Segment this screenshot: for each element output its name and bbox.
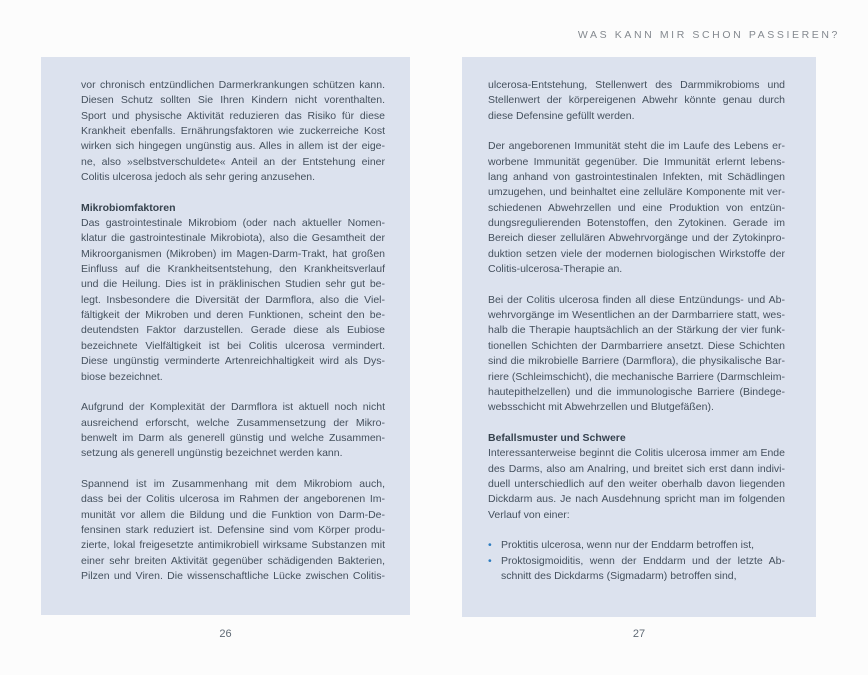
- text-line: riere (Schleimschicht), die mechanische Barriere (Darmschleim-: [488, 370, 785, 383]
- text-line: zierte, lokal freigesetzte antimikrobiell wirksame Substanzen mit: [81, 539, 385, 552]
- paragraph: [488, 293, 785, 416]
- text-line: Pilzen und Viren. Die wissenschaftliche Lücke zwischen Colitis-: [81, 569, 385, 582]
- bullet-icon: •: [488, 539, 492, 552]
- text-line: fältigkeit der Mikroben und deren Funktionen, scheint den be-: [81, 309, 385, 322]
- text-line: hautepithelzellen) und die immunologische Barriere (Bindege-: [488, 385, 785, 398]
- text-line: ne, also »selbstverschuldete« Anteil an der Entstehung einer: [81, 155, 385, 168]
- text-line: Bereich dieser zellulären Abwehrvorgänge und der Zytokinpro-: [488, 232, 785, 245]
- page-27-text-panel: [462, 57, 816, 617]
- text-line: tionellen Schichten der Darmbarriere ansetzt. Diese Schichten: [488, 339, 785, 352]
- section-heading: Befallsmuster und Schwere: [488, 431, 626, 444]
- page-27-content: [488, 78, 785, 584]
- text-line: einer sehr breiten Aktivität gegenüber schädigenden Bakterien,: [81, 554, 385, 567]
- bullet-text: [501, 554, 785, 585]
- paragraph: [488, 78, 785, 124]
- text-line: bezeichnete Vielfältigkeit ist bei Colitis ulcerosa vermindert.: [81, 339, 385, 352]
- paragraph: [81, 400, 385, 461]
- text-line: ausreichend erforscht, welche Zusammensetzung der Mikro-: [81, 416, 385, 429]
- text-line: ulcerosa-Entstehung, Stellenwert des Darmmikrobioms und: [488, 79, 785, 91]
- text-line: Verlauf von einer:: [488, 508, 570, 521]
- bullet-list: [488, 538, 785, 584]
- text-line: Das gastrointestinale Mikrobiom (oder nach aktueller Nomen-: [81, 217, 385, 230]
- text-line: Mikroorganismen (Mikroben) im Magen-Darm-Trakt, hat großen: [81, 247, 385, 260]
- text-line: und die Heilung. Dies ist in präklinischen Studien sehr gut be-: [81, 278, 385, 291]
- text-line: klatur die gastrointestinale Mikrobiota), also die Gesamtheit der: [81, 232, 385, 245]
- text-line: Bei der Colitis ulcerosa finden all diese Entzündungs- und Ab-: [488, 293, 785, 306]
- text-line: legt. Insbesondere die Diversität der Darmflora, also die Viel-: [81, 293, 385, 306]
- text-line: Colitis ulcerosa jedoch als sehr gering anzusehen.: [81, 171, 316, 184]
- text-line: biose bezeichnet.: [81, 370, 163, 383]
- text-line: Colitis-ulcerosa-Therapie an.: [488, 263, 623, 276]
- text-line: dass bei der Colitis ulcerosa im Rahmen der angeborenen Im-: [81, 493, 385, 506]
- text-line: sind die mikrobielle Barriere (Darmflora), die physikalische Bar-: [488, 355, 785, 368]
- text-line: Spannend ist im Zusammenhang mit dem Mikrobiom auch,: [81, 477, 385, 490]
- page-26-content: [81, 78, 385, 584]
- paragraph: [488, 446, 785, 523]
- text-line: Interessanterweise beginnt die Colitis ulcerosa immer am Ende: [488, 447, 785, 460]
- section-heading: Mikrobiomfaktoren: [81, 201, 176, 214]
- text-line: Proktosigmoiditis, wenn der Enddarm und der letzte Ab-: [501, 554, 785, 567]
- text-line: Diese ungünstig verminderte Artenreichhaltigkeit wird als Dys-: [81, 355, 385, 368]
- text-line: Krankheit ebenfalls. Ernährungsfaktoren wie zuckerreiche Kost: [81, 125, 385, 138]
- page-number-right: 27: [632, 628, 646, 640]
- bullet-item: [488, 538, 785, 553]
- text-line: Sport und physische Aktivität reduzieren das Risiko für diese: [81, 109, 385, 122]
- page-number-left: 26: [219, 628, 232, 640]
- text-line: Einfluss auf die Krankheitsentstehung, den Krankheitsverlauf: [81, 263, 385, 276]
- text-line: Aufgrund der Komplexität der Darmflora ist aktuell noch nicht: [81, 401, 385, 414]
- text-line: vor chronisch entzündlichen Darmerkrankungen schützen kann.: [81, 79, 385, 91]
- text-line: Proktitis ulcerosa, wenn nur der Enddarm betroffen ist,: [501, 539, 755, 552]
- text-line: Diesen Schutz sollten Sie Ihren Kindern nicht vorenthalten.: [81, 94, 385, 107]
- paragraph: [81, 216, 385, 385]
- text-line: wirken sich hingegen ungünstig aus. Alles in allem ist der eige-: [81, 140, 385, 153]
- text-line: Dickdarm aus. Je nach Ausdehnung spricht man im folgenden: [488, 493, 785, 506]
- text-line: schnitt des Dickdarms (Sigmadarm) betroffen sind,: [501, 569, 737, 582]
- text-line: duktion setzen viele der modernen biologischen Wirkstoffe der: [488, 247, 785, 260]
- text-line: setzung als generell ungünstig bezeichnet werden kann.: [81, 447, 343, 460]
- text-line: worbene Immunität gegenüber. Die Immunität erlernt lebens-: [488, 155, 785, 168]
- bullet-text: [501, 538, 785, 553]
- text-line: Der angeborenen Immunität steht die im Laufe des Lebens er-: [488, 140, 785, 153]
- text-line: benwelt im Darm als generell günstig und welche Zusammen-: [81, 431, 385, 444]
- text-line: deutendsten Faktor darzustellen. Gerade diese als Eubiose: [81, 324, 385, 337]
- text-line: lang anhand von gastrointestinalen Infekten, mit Schädlingen: [488, 171, 785, 184]
- text-line: umzugehen, und beinhaltet eine zelluläre Komponente mit ver-: [488, 186, 785, 199]
- page-26-text-panel: [41, 57, 410, 615]
- paragraph: [81, 477, 385, 584]
- text-line: duell unterschiedlich auf den weiter oberhalb davon liegenden: [488, 477, 785, 490]
- text-line: wehrvorgänge im Wesentlichen an der Darmbarriere statt, wes-: [488, 309, 785, 322]
- text-line: websschicht mit Abwehrzellen und Blutgefäßen).: [488, 401, 714, 414]
- text-line: munität vor allem die Bildung und die Funktion von Darm-De-: [81, 508, 385, 521]
- paragraph: [81, 78, 385, 185]
- text-line: schiedenen Abwehrzellen und eine Produktion von entzün-: [488, 201, 785, 214]
- bullet-item: [488, 554, 785, 585]
- text-line: fensinen stark reduziert ist. Defensine sind vom Körper produ-: [81, 523, 385, 536]
- text-line: diese Defensine gefüllt werden.: [488, 109, 635, 122]
- running-header: WAS KANN MIR SCHON PASSIEREN?: [577, 29, 840, 41]
- paragraph: [488, 139, 785, 277]
- text-line: halb die Therapie hauptsächlich an der Stärkung der vier funk-: [488, 324, 785, 337]
- bullet-icon: •: [488, 554, 492, 567]
- text-line: des Darms, also am Analring, und breitet sich erst dann indivi-: [488, 462, 785, 475]
- text-line: dungsregulierenden Botenstoffen, den Zytokinen. Gerade im: [488, 217, 785, 230]
- text-line: Stellenwert der körpereigenen Abwehr könnte genau durch: [488, 94, 785, 107]
